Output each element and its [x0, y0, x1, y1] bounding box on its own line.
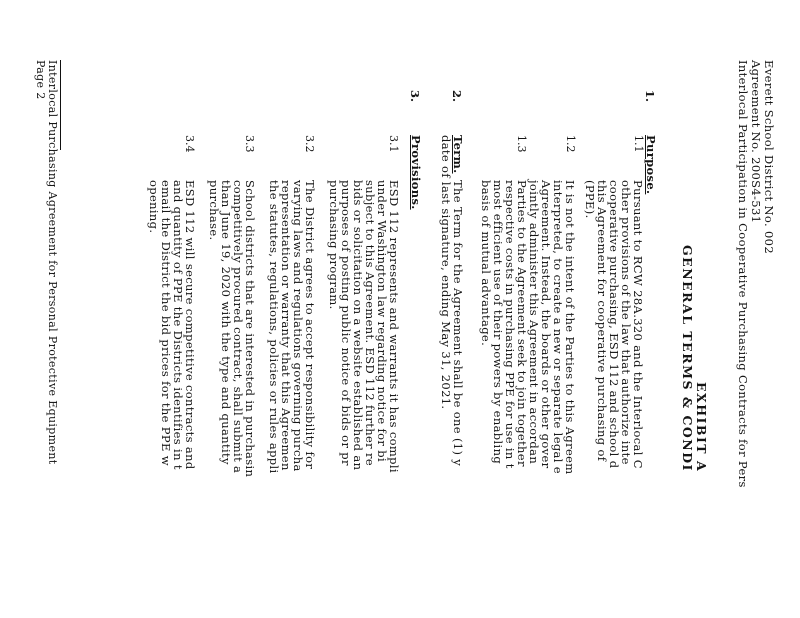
footer-rule — [60, 60, 61, 150]
item-3-1-line: under Washington law regarding notice for bi — [375, 180, 389, 462]
item-3-1-line: ESD 112 represents and warrants it has compli — [387, 180, 401, 473]
item-3-2-line: varying laws and regulations governing purcha — [291, 180, 305, 472]
item-1-1-line: Pursuant to RCW 28A.320 and the Interlocal C — [631, 180, 645, 469]
item-3-1-line: purposes of posting public notice of bids or pr — [339, 180, 353, 466]
item-3-3-line: than June 19, 2020 with the type and quantity — [219, 180, 233, 465]
item-3-4-number: 3.4 — [183, 135, 196, 153]
header-title: Interlocal Participation in Cooperative Purchasing Contracts for Pers — [736, 60, 750, 488]
item-3-4-line: email the District the bid prices for the PPE w — [159, 180, 173, 466]
item-1-2-line: It is not the intent of the Parties to this Agreem — [563, 180, 577, 475]
section-1-title: Purpose. — [644, 135, 658, 195]
item-3-3-line: competitively procured contract, shall submit a — [231, 180, 245, 474]
item-3-2-number: 3.2 — [303, 135, 316, 153]
header-district: Everett School District No. 002 — [762, 60, 776, 255]
header-agreement-number: Agreement No. 200S4-531 — [749, 60, 763, 224]
footer-document-title: Interlocal Purchasing Agreement for Personal Protective Equipment — [46, 60, 59, 465]
section-2-line: The Term for the Agreement shall be one (1) y — [451, 180, 465, 467]
item-1-1-number: 1.1 — [632, 135, 645, 153]
item-3-4-line: ESD 112 will secure competitive contracts and — [183, 180, 197, 470]
item-1-1-line: cooperative purchasing, ESD 112 and school d — [607, 180, 621, 469]
section-3-title: Provisions. — [409, 135, 423, 210]
item-3-2-line: representation or warranty that this Agreemen — [279, 180, 293, 471]
item-3-4-line: opening. — [147, 180, 161, 234]
item-1-2-line: respective costs in purchasing PPE for use in t — [503, 180, 517, 469]
item-3-2-line: The District agrees to accept responsibility for — [303, 180, 317, 470]
section-2-line: date of last signature, ending May 31, 2021. — [439, 135, 453, 410]
item-1-2-line: interpreted, to create a new or separate legal e — [551, 180, 565, 474]
item-1-2-number: 1.2 — [564, 135, 577, 153]
item-3-3-number: 3.3 — [243, 135, 256, 153]
item-1-1-line: other provisions of the law that authorize inte — [619, 180, 633, 465]
item-3-4-line: and quantity of PPE the Districts identifies in t — [171, 180, 185, 470]
item-3-1-number: 3.1 — [387, 135, 400, 153]
item-3-1-line: bids or solicitation on a website established an — [351, 180, 365, 471]
item-1-2-line: basis of mutual advantage. — [479, 180, 493, 347]
item-3-3-line: School districts that are interested in purchasin — [243, 180, 257, 478]
item-1-1-line: (PPE). — [583, 180, 597, 219]
footer-page-number: Page 2 — [34, 60, 47, 100]
exhibit-subtitle: GENERAL TERMS & CONDI — [680, 245, 695, 472]
item-1-3-number: 1.3 — [515, 135, 528, 153]
section-3-number: 3. — [408, 90, 422, 103]
item-1-2-line: Agreement. Instead, the boards or other gover — [539, 180, 553, 469]
item-1-2-line: jointly administer this Agreement in accordan — [527, 180, 541, 465]
item-3-2-line: the statutes, regulations, policies or rules appli — [267, 180, 281, 474]
item-3-1-line: subject to this Agreement. ESD 112 further re — [363, 180, 377, 466]
section-2-number: 2. — [450, 90, 464, 103]
item-1-2-line: Parties to the Agreement seek to join together — [515, 180, 529, 467]
item-3-3-line: purchase. — [207, 180, 221, 241]
exhibit-title: EXHIBIT A — [694, 382, 709, 473]
section-2-title: Term. — [451, 135, 465, 174]
item-1-2-line: most efficient use of their powers by enabling — [491, 180, 505, 465]
item-1-1-line: this Agreement for cooperative purchasing of — [595, 180, 609, 462]
section-1-number: 1. — [643, 90, 657, 103]
item-3-1-line: purchasing program. — [327, 180, 341, 310]
